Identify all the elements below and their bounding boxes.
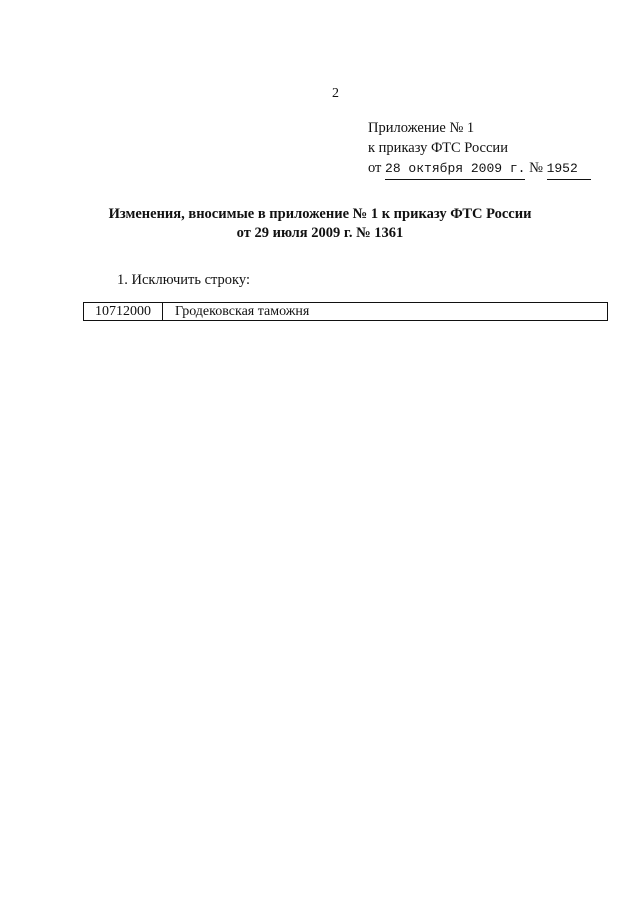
table-row: [84, 303, 608, 321]
number-sign: №: [529, 160, 543, 176]
document-title: [0, 205, 640, 243]
instruction-text: 1. Исключить строку:: [117, 272, 250, 288]
title-line-1: Изменения, вносимые в приложение № 1 к приказу ФТС России: [108, 206, 532, 222]
customs-name-cell: Гродековская таможня: [163, 303, 608, 321]
title-line-2: от 29 июля 2009 г. № 1361: [236, 225, 404, 241]
excluded-rows-table: [83, 302, 608, 321]
date-prefix: от: [368, 160, 382, 176]
appendix-header: [368, 118, 591, 180]
order-number: 1952: [547, 159, 591, 180]
appendix-order-ref: к приказу ФТС России: [368, 140, 508, 156]
page-number: 2: [332, 86, 339, 101]
appendix-title: Приложение № 1: [368, 120, 475, 136]
order-date: 28 октября 2009 г.: [385, 159, 525, 180]
customs-code-cell: 10712000: [84, 303, 163, 321]
appendix-date-row: [368, 158, 591, 180]
